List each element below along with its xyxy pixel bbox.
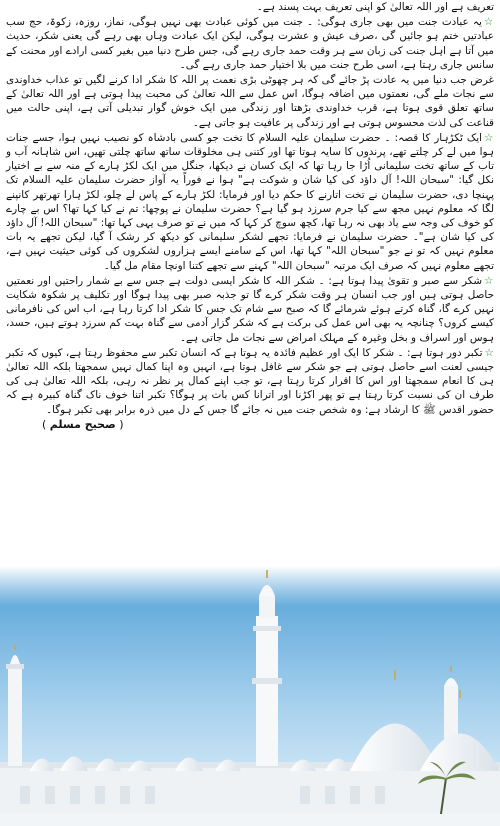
paragraph-text: یہ عبادت جنت میں بھی جاری ہوگی: ۔ جنت میں کوئی عبادت بھی نہیں ہوگی، نماز، روزہ، زکوۃ، حج سب عبادتیں ختم ہو جائیں گی ،صرف عیش و عشرت ہوگی، لیکن ایک عبادت وہاں بھی رہے گی یعنی شکر، حدیث میں آتا ہے اہل جنت کی زبان سے ہر وقت حمد جاری رہے گی، جس طرح دنیا میں بغیر کسی ارادے اور محنت کے سانس جاری رہتا ہے، اسی طرح جنت میں بلا اختیار حمد جاری رہے گی۔ [6,16,494,71]
paragraph-text: تکبر دور ہوتا ہے: ۔ شکر کا ایک اور عظیم فائدہ یہ ہوتا ہے کہ انسان تکبر سے محفوظ رہتا ہے، کیوں کہ تکبر جیسی لعنت اسے حاصل ہوتی ہے جو شکر سے غافل ہوتا ہے، انہیں وہ اپنا کمال نہیں سمجھتا بلکہ اللہ تعالیٰ ہی کا انعام سمجھتا اور اس کا اقرار کرتا رہتا ہے، تو جب اپنے کمال پر نظر نہ رہی، بلکہ اللہ تعالیٰ ہی کی طرف ان کی نسبت کرتا رہتا ہے تو پھر اکڑنا اور اترانا کس بات پر ہوگا؟ تکبر اتنا خوف ناک گناہ کبیرہ ہے کہ حضور اقدس ﷺ کا ارشاد ہے: وہ شخص جنت میں نہ جائے گا جس کے دل میں ذرہ برابر بھی تکبر ہوگا۔ [6,346,494,416]
mosque-illustration [0,566,500,826]
article-body [6,0,494,432]
paragraph [6,73,494,130]
paragraph-text: ایک ٹکڑہار کا قصہ: ۔ حضرت سلیمان علیہ السلام کا تخت جو کسی بادشاہ کو نصیب نہیں ہوا، جسے جنات ہوا میں لے کر چلتے تھے، پرندوں کا سایہ ہوتا تھا اور کتنی ہی مخلوقات ساتھ ساتھ چلتی تھیں، اس شاہانہ آب و تاب کے ساتھ تخت سلیمانی اُڑا جا رہا تھا کہ ایک کسان نے دیکھا، جنگل میں ایک لکڑ ہارے کے منہ سے بے اختیار نکل گیا: "سبحان اللہ! آل داؤد کی کیا شان و شوکت ہے" ہوا نے فوراً یہ آواز حضرت سلیمان علیہ السلام تک پہنچا دی، حضرت سلیمان نے تخت اتارنے کا حکم دیا اور فرمایا: لکڑ ہارے کے پاس لے چلو، لکڑ ہارا تھرتھر کانپنے لگا کہ معلوم نہیں مجھ سے کیا جرم سرزد ہو گیا ہے؟ حضرت سلیمان نے پوچھا: تم نے کیا کہا تھا؟ اس بے چارے کو خوف کی وجہ سے یاد بھی نہ رہا تھا، کچھ سوچ کر کہا کہ میں نے تو صرف یہی کہا تھا: "سبحان اللہ! آل داؤد کی کیا شان ہے"۔ حضرت سلیمان نے فرمایا: تجھے لشکر سلیمانی کو دیکھ کر رشک آ گیا، لیکن تجھے یہ بات معلوم نہیں کہ تو نے جو "سبحان اللہ" کہا تھا، اس کے سامنے ایسے ہزاروں لشکروں کی کوئی حیثیت نہیں ہے، تجھے معلوم نہیں کہ صرف ایک مرتبہ "سبحان اللہ" کہنے سے تجھے کتنا اونچا مقام مل گیا۔ [6,131,494,272]
star-icon: ☆ [484,346,494,359]
star-icon: ☆ [483,131,494,144]
source-citation: ( صحیح مسلم ) [42,417,124,431]
paragraph [6,274,494,345]
paragraph-text: تعریف ہے اور اللہ تعالیٰ کو اپنی تعریف بہت پسند ہے۔ [256,1,494,13]
paragraph [6,0,494,14]
paragraph [6,15,494,72]
paragraph [6,131,494,273]
paragraph-text: شکر سے صبر و تقویٰ پیدا ہوتا ہے: ۔ شکر اللہ کا شکر ایسی دولت ہے جس سے بے شمار راحتیں اور نعمتیں حاصل ہوتی ہیں اور جب انسان ہر وقت شکر کرے گا تو جذبہ صبر بھی پیدا ہوگا اور تکلیف پر شکوہ شکایت نہیں کرے گا، گناہ کرتے ہوئے شرمائے گا کہ صبح سے شام تک جس کا شکر ادا کرتا رہا ہے، اب اس کی نافرمانی کیسے کروں؟ چنانچہ یہ بھی اس عمل کی برکت ہے کہ شکر گزار آدمی سے گناہ بہت کم سرزد ہوتے ہیں، حسد، ہوس اور اسراف و بخل وغیرہ کے مہلک امراض سے نجات مل جاتی ہے۔ [6,274,494,344]
paragraph [6,346,494,417]
star-icon: ☆ [484,274,494,287]
star-icon: ☆ [483,16,494,29]
paragraph-text: غرض جب دنیا میں یہ عادت پڑ جائے گی کہ ہر چھوٹی بڑی نعمت پر اللہ کا شکر ادا کرنے لگیں تو عذاب خداوندی سے نجات ملے گی، نعمتوں میں اضافہ ہوگا، اس عمل سے اللہ تعالیٰ کی محبت پیدا ہوتی ہے اور اللہ تعالیٰ کے ساتھ تعلق قوی ہوتا ہے، قرب خداوندی بڑھتا اور زندگی میں ایک خوش گوار تبدیلی آتی ہے، اپنی حالت میں قناعت کی لذت محسوس ہوتی ہے اور زندگی پر عافیت ہو جاتی ہے۔ [6,74,494,129]
